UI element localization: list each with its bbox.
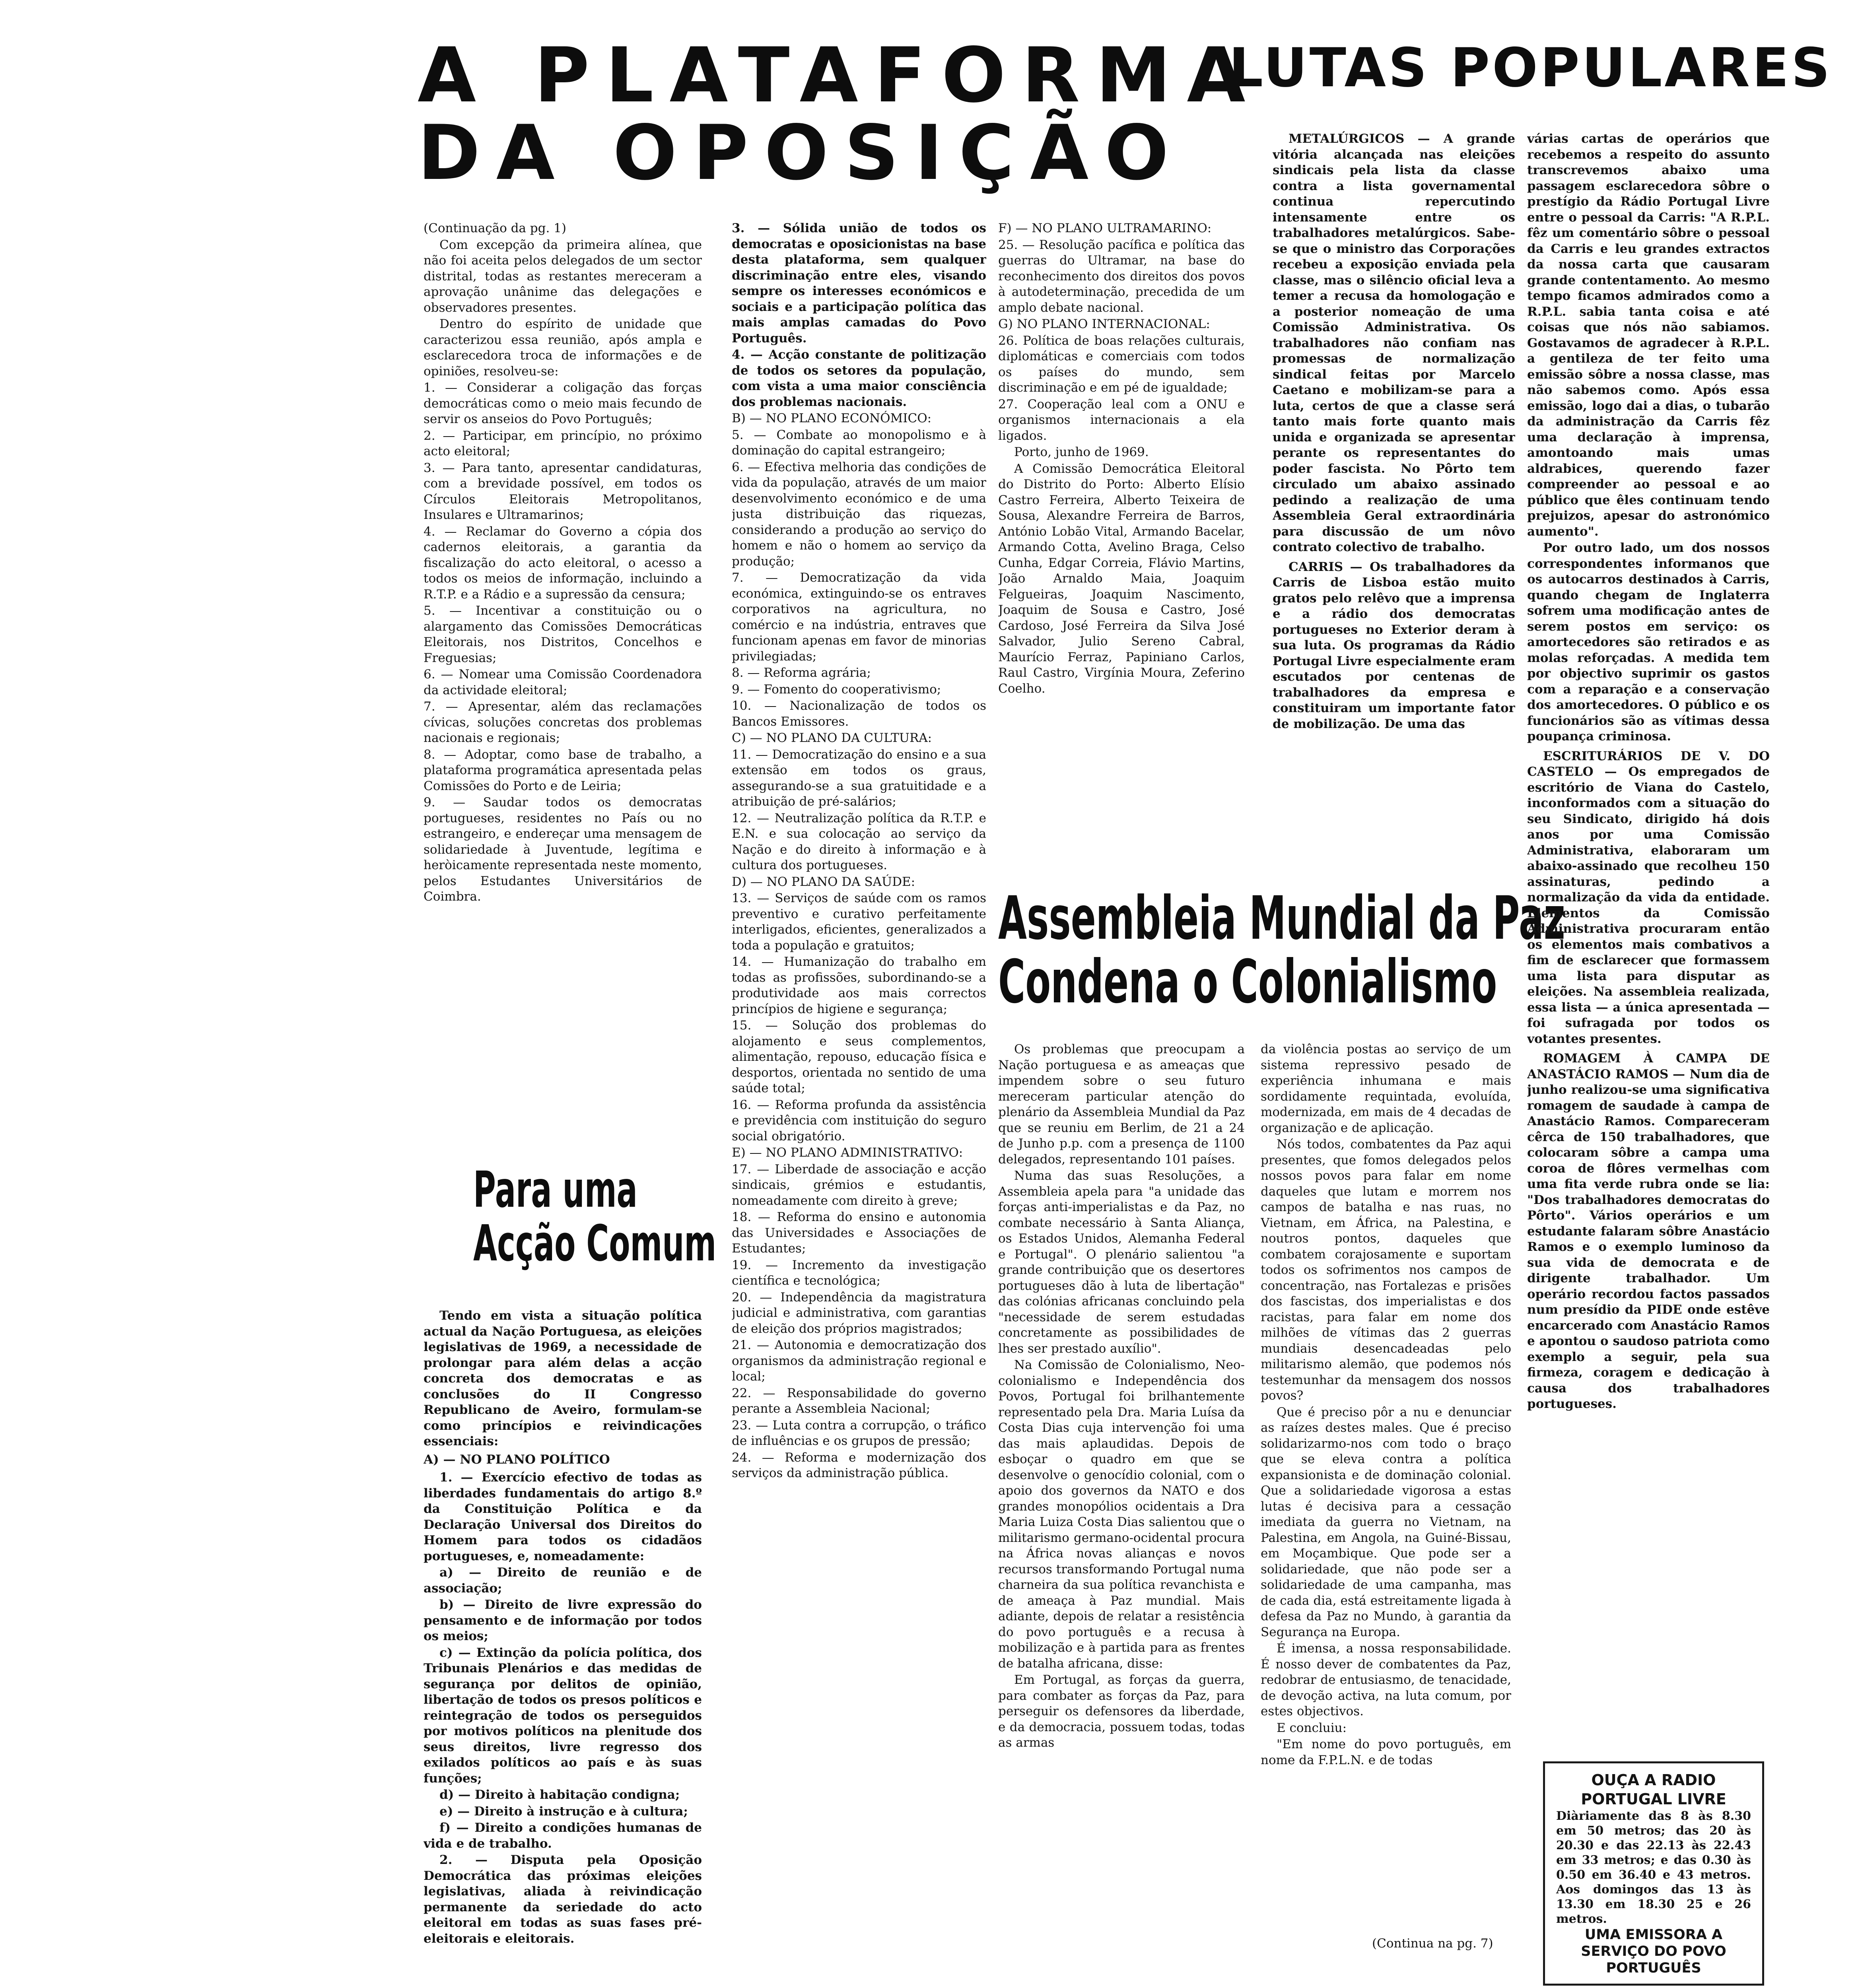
lutas-column-2 bbox=[1527, 131, 1770, 1753]
assembleia-column-1 bbox=[998, 1042, 1245, 1952]
numbered-item: 15. — Solução dos problemas do alojamento e seus complementos, alimentação, repouso, educação física e desportos, orientada no sentido de uma saúde total; bbox=[732, 1018, 986, 1095]
accao-item: d) — Direito à habitação condigna; bbox=[439, 1788, 680, 1802]
lutas-item-text: — Num dia de junho realizou-se uma significativa romagem de saudade à campa de Anastácio Ramos. Compareceram cêrca de 150 trabalhadores, que colocaram sôbre a campa uma coroa de flôres vermelhas com uma fita verde rubra onde se lia: "Dos trabalhadores democratas do Pôrto". Vários operários e um estudante falaram sôbre Anastácio Ramos e o exemplo luminoso da sua vida de democrata e de dirigente trabalhador. Um operário recordou factos passados num presídio da PIDE onde estêve encarcerado com Anastácio Ramos e apontou o saudoso patriota como exemplo a seguir, pela sua firmeza, coragem e dedicação à causa dos trabalhadores portugueses. bbox=[1527, 1067, 1770, 1411]
numbered-item: 26. Política de boas relações culturais, diplomáticas e comerciais com todos os países do mundo, sem discriminação e em pé de igualdade; bbox=[998, 333, 1245, 395]
numbered-item: 7. — Apresentar, além das reclamações cívicas, soluções concretas dos problemas nacionais e regionais; bbox=[424, 699, 702, 745]
lutas-item bbox=[1273, 559, 1515, 732]
accao-item: f) — Direito a condições humanas de vida e de trabalho. bbox=[424, 1821, 702, 1851]
numbered-item: 20. — Independência da magistratura judicial e administrativa, com garantias de eleição dos próprios magistrados; bbox=[732, 1290, 986, 1336]
section-heading: B) — NO PLANO ECONÓMICO: bbox=[732, 411, 932, 425]
numbered-item: 27. Cooperação leal com a ONU e organismos internacionais a ela ligados. bbox=[998, 397, 1245, 443]
numbered-item: 2. — Participar, em princípio, no próximo acto eleitoral; bbox=[424, 428, 702, 458]
numbered-item: 16. — Reforma profunda da assistência e previdência com instituição do seguro social obrigatório. bbox=[732, 1097, 986, 1143]
section-heading: E) — NO PLANO ADMINISTRATIVO: bbox=[732, 1145, 963, 1160]
kicker-escriturarios: ESCRITURÁRIOS DE V. DO CASTELO bbox=[1527, 749, 1770, 779]
article-paragraph: Nós todos, combatentes da Paz aqui presentes, que fomos delegados pelos nossos povos para falar em nome daqueles que lutam e morrem nos campos de batalha e nas ruas, no Vietnam, em África, na Palestina, e noutros pontos, daqueles que combatem corajosamente e suportam todos os sofrimentos nos campos de concentração, nas Fortalezas e prisões dos fascistas, dos imperialistas e dos racistas, para falar em nome dos milhões de vítimas das 2 guerras mundiais desencadeadas pelo militarismo alemão, que podemos nós testemunhar da mensagem dos nossos povos? bbox=[1261, 1137, 1511, 1403]
headline-plataforma-line2: DA OPOSIÇÃO bbox=[418, 109, 1185, 197]
article-paragraph: É imensa, a nossa responsabilidade. É nosso dever de combatentes da Paz, redobrar de entusiasmo, de tenacidade, de devoção activa, na luta comum, por estes objectivos. bbox=[1261, 1641, 1511, 1718]
numbered-item: 4. — Reclamar do Governo a cópia dos cadernos eleitorais, a garantia da fiscalização do acto eleitoral, o acesso a todos os meios de informação, incluindo a R.T.P. e a Rádio e a supressão da censura; bbox=[424, 524, 702, 602]
numbered-item: 6. — Efectiva melhoria das condições de vida da população, através de um maior desenvolvimento económico e de uma justa distribuição das riquezas, considerando a produção ao serviço do homem e não o homem ao serviço da produção; bbox=[732, 460, 986, 569]
numbered-item: 24. — Reforma e modernização dos serviços da administração pública. bbox=[732, 1450, 986, 1480]
headline-assembleia-line2: Condena o Colonialismo bbox=[998, 947, 1497, 1017]
numbered-item: 18. — Reforma do ensino e autonomia das Universidades e Associações de Estudantes; bbox=[732, 1210, 986, 1256]
article-paragraph: E concluiu: bbox=[1277, 1720, 1347, 1735]
lutas-item-text: — Os trabalhadores da Carris de Lisboa estão muito gratos pelo relêvo que a imprensa e a rádio dos democratas portugueses no Exterior deram à sua luta. Os programas da Rádio Portugal Livre especialmente eram escutados por centenas de trabalhadores da empresa e constituiram um importante fator de mobilização. De uma das bbox=[1273, 559, 1515, 731]
section-heading: A) — NO PLANO POLÍTICO bbox=[424, 1452, 610, 1467]
radio-title-line2: PORTUGAL LIVRE bbox=[1581, 1790, 1726, 1808]
lutas-item-text: várias cartas de operários que recebemos a respeito do assunto transcrevemos abaixo uma passagem esclarecedora sôbre o prestígio da Rádio Portugal Livre entre o pessoal da Carris: "A R.P.L. fêz um comentário sôbre o pessoal da Carris e leu grandes extractos da nossa carta que causaram grande contentamento. Ao mesmo tempo ficamos admirados como a R.P.L. sabia tanta coisa e até coisas que nós não sabiamos. Gostavamos de agradecer à R.P.L. a gentileza de ter feito uma emissão sôbre a nossa classe, mas não sabemos como. Após essa emissão, logo dai a dias, o tubarão da administração da Carris fêz uma declaração à imprensa, amontoando mais umas aldrabices, querendo fazer compreender ao pessoal e ao público que êles continuam tendo prejuizos, apesar do astronómico aumento". bbox=[1527, 132, 1770, 539]
numbered-item: 21. — Autonomia e democratização dos organismos da administração regional e local; bbox=[732, 1338, 986, 1384]
dateline: Porto, junho de 1969. bbox=[1014, 445, 1149, 459]
lutas-item bbox=[1273, 131, 1515, 555]
numbered-item: 9. — Fomento do cooperativismo; bbox=[732, 682, 941, 697]
article-paragraph: Em Portugal, as forças da guerra, para combater as forças da Paz, para perseguir os defensores da liberdade, e da democracia, possuem todas, todas as armas bbox=[998, 1673, 1245, 1750]
continuation-note: (Continua na pg. 7) bbox=[1372, 1936, 1493, 1951]
article-paragraph: Na Comissão de Colonialismo, Neo-colonialismo e Independência dos Povos, Portugal foi brilhantemente representado pela Dra. Maria Luísa da Costa Dias cuja intervenção foi uma das mais aplaudidas. Depois de esboçar o quadro em que se desenvolve o genocídio colonial, com o apoio dos governos da NATO e dos grandes monopólios ocidentais a Dra Maria Luiza Costa Dias salientou que o militarismo germano-ocidental procura na África novas alianças e novos recursos transformando Portugal numa charneira da sua política revanchista e de ameaça à Paz mundial. Mais adiante, depois de relatar a resistência do povo português e a recusa à mobilização e à partida para as frentes de batalha africana, disse: bbox=[998, 1358, 1245, 1671]
lutas-item-text: — Os empregados de escritório de Viana do Castelo, inconformados com a situação do seu Sindicato, dirigido há dois anos por uma Comissão Administrativa, elaboraram um abaixo-assinado que recolheu 150 assinaturas, pedindo a normalização da vida da entidade. Elementos da Comissão Administrativa procuraram então os elementos mais combativos a fim de esclarecer que formassem uma lista para disputar as eleições. Na assembleia realizada, essa lista — a única apresentada — foi sufragada por todos os votantes presentes. bbox=[1527, 765, 1770, 1046]
numbered-item: 3. — Sólida união de todos os democratas e oposicionistas na base desta plataforma, sem qualquer discriminação entre eles, visando sempre os interesses económicos e sociais e a participação política das mais amplas camadas do Povo Português. bbox=[732, 221, 986, 346]
accao-intro: Tendo em vista a situação política actual da Nação Portuguesa, as eleições legislativas de 1969, a necessidade de prolongar para além delas a acção concreta dos democratas e as conclusões do II Congresso Republicano de Aveiro, formulam-se como princípios e reivindicações essenciais: bbox=[424, 1309, 702, 1448]
assembleia-column-2 bbox=[1261, 1042, 1511, 1932]
numbered-item: 7. — Democratização da vida económica, extinguindo-se os entraves corporativos na agricultura, no comércio e na indústria, entraves que funcionam apenas em favor de minorias privilegiadas; bbox=[732, 571, 986, 664]
plataforma-column-2 bbox=[732, 221, 986, 1958]
numbered-item: 23. — Luta contra a corrupção, o tráfico de influências e os grupos de pressão; bbox=[732, 1418, 986, 1448]
radio-schedule: Diàriamente das 8 às 8.30 em 50 metros; das 20 às 20.30 e das 22.13 às 22.43 em 33 metros; e das 0.30 às 0.50 em 36.40 e 43 metros. Aos domingos das 13 às 13.30 em 18.30 25 e 26 metros. bbox=[1556, 1809, 1751, 1926]
numbered-item: 10. — Nacionalização de todos os Bancos Emissores. bbox=[732, 699, 986, 729]
numbered-item: 22. — Responsabilidade do governo perante a Assembleia Nacional; bbox=[732, 1386, 986, 1416]
article-paragraph: "Em nome do povo português, em nome da F.P.L.N. e de todas bbox=[1261, 1737, 1511, 1767]
section-heading: D) — NO PLANO DA SAÚDE: bbox=[732, 874, 915, 889]
signatories: A Comissão Democrática Eleitoral do Distrito do Porto: Alberto Elísio Castro Ferreira, Alberto Teixeira de Sousa, Alexandre Ferreira de Barros, António Lobão Vital, Armando Bacelar, Armando Cotta, Avelino Braga, Celso Cunha, Edgar Correia, Flávio Martins, João Arnaldo Maia, Joaquim Felgueiras, Joaquim Nascimento, Joaquim de Sousa e Castro, José Cardoso, José Ferreira da Silva José Salvador, Julio Sereno Cabral, Maurício Ferraz, Papiniano Carlos, Raul Castro, Virgínia Moura, Zeferino Coelho. bbox=[998, 461, 1245, 696]
accao-item: c) — Extinção da polícia política, dos Tribunais Plenários e das medidas de segurança por delitos de opinião, libertação de todos os presos políticos e reintegração de todos os perseguidos por motivos políticos na plenitude dos seus direitos, livre regresso dos exilados políticos ao país e às suas funções; bbox=[424, 1645, 702, 1786]
numbered-item: 11. — Democratização do ensino e a sua extensão em todos os graus, assegurando-se a sua gratuitidade e a atribuição de pré-salários; bbox=[732, 747, 986, 809]
plataforma-column-1 bbox=[424, 221, 702, 1163]
numbered-item: 8. — Reforma agrária; bbox=[732, 666, 871, 680]
numbered-item: 5. — Incentivar a constituição ou o alargamento das Comissões Democráticas Eleitorais, nos Distritos, Concelhos e Freguesias; bbox=[424, 604, 702, 665]
kicker-metalurgicos: METALÚRGICOS bbox=[1289, 132, 1405, 146]
numbered-item: 14. — Humanização do trabalho em todas as profissões, subordinando-se a produtividade aos mais correctos princípios de higiene e segurança; bbox=[732, 955, 986, 1016]
article-paragraph: Numa das suas Resoluções, a Assembleia apela para "a unidade das forças anti-imperialistas e da Paz, no combate necessário à Santa Aliança, os Estados Unidos, Alemanha Federal e Portugal". O plenário salientou "a grande contribuição que os desertores portugueses dão à luta de libertação" das colónias africanas concluindo pela "necessidade de serem estudadas concretamente as possibilidades de lhes ser prestado auxílio". bbox=[998, 1169, 1245, 1356]
lutas-item-text: Por outro lado, um dos nossos correspondentes informanos que os autocarros destinados à Carris, quando chegam de Inglaterra sofrem uma modificação antes de serem postos em serviço: os amortecedores são retirados e as molas reforçadas. A medida tem por objectivo suprimir os gastos com a reparação e a conservação dos amortecedores. O público e os funcionários são as vítimas dessa poupança criminosa. bbox=[1527, 541, 1770, 744]
headline-accao-line1: Para uma bbox=[473, 1161, 637, 1219]
kicker-carris: CARRIS bbox=[1289, 559, 1343, 574]
continuation-note: (Continuação da pg. 1) bbox=[424, 221, 566, 235]
headline-assembleia-line1: Assembleia Mundial da Paz bbox=[998, 884, 1565, 953]
lutas-item bbox=[1527, 1051, 1770, 1412]
article-paragraph: Que é preciso pôr a nu e denunciar as raízes destes males. Que é preciso solidarizarmo-nos com todo o braço que se eleva contra a política expansionista e de dominação colonial. Que a solidariedade vigorosa a estas lutas é decisiva para a cessação imediata da guerra no Vietnam, na Palestina, em Angola, na Guiné-Bissau, em Moçambique. Que pode ser a solidariedade, que não pode ser a solidariedade de uma campanha, mas de cada dia, está estreitamente ligada à defesa da Paz no Mundo, à garantia da Segurança na Europa. bbox=[1261, 1405, 1511, 1639]
accao-column bbox=[424, 1308, 702, 1956]
numbered-item: 1. — Considerar a coligação das forças democráticas como o meio mais fecundo de servir os anseios do Povo Português; bbox=[424, 381, 702, 426]
accao-item: b) — Direito de livre expressão do pensamento e de informação por todos os meios; bbox=[424, 1598, 702, 1643]
numbered-item: 3. — Para tanto, apresentar candidaturas, com a brevidade possível, em todos os Círculos Eleitorais Metropolitanos, Insulares e Ultramarinos; bbox=[424, 460, 702, 522]
headline-accao-line2: Acção Comum bbox=[473, 1215, 717, 1272]
lutas-column-1 bbox=[1273, 131, 1515, 887]
kicker-romagem: ROMAGEM À CAMPA DE ANASTÁCIO RAMOS bbox=[1527, 1051, 1770, 1081]
radio-portugal-livre-box bbox=[1543, 1761, 1764, 1986]
numbered-item: 25. — Resolução pacífica e política das guerras do Ultramar, na base do reconhecimento dos direitos dos povos à autodeterminação, precedida de um amplo debate nacional. bbox=[998, 237, 1245, 315]
article-paragraph: Com excepção da primeira alínea, que não foi aceita pelos delegados de um sector distrital, todas as restantes mereceram a aprovação unânime das delegações e observadores presentes. bbox=[424, 237, 702, 315]
lutas-item-text: — A grande vitória alcançada nas eleições sindicais pela lista da classe contra a lista governamental continua repercutindo intensamente entre os trabalhadores metalúrgicos. Sabe-se que o ministro das Corporações recebeu a exposição enviada pela classe, mas o silêncio oficial leva a temer a recusa da homologação e a posterior nomeação de uma Comissão Administrativa. Os trabalhadores não confiam nas promessas de normalização sindical feitas por Marcelo Caetano e mobilizam-se para a luta, certos de que a classe será tanto mais forte quanto mais unida e organizada se apresentar perante os representantes do poder fascista. No Pôrto tem circulado um abaixo assinado pedindo a realização de uma Assembleia Geral extraordinária para discussão de um nôvo contrato colectivo de trabalho. bbox=[1273, 132, 1515, 554]
numbered-item: 17. — Liberdade de associação e acção sindicais, grémios e estudantis, nomeadamente com direito à greve; bbox=[732, 1162, 986, 1208]
lutas-item bbox=[1527, 749, 1770, 1047]
numbered-item: 6. — Nomear uma Comissão Coordenadora da actividade eleitoral; bbox=[424, 667, 702, 697]
plataforma-column-3 bbox=[998, 221, 1245, 897]
accao-item: 2. — Disputa pela Oposição Democrática das próximas eleições legislativas, aliada à reivindicação permanente da seriedade do acto eleitoral em todas as suas fases pré-eleitorais e eleitorais. bbox=[424, 1853, 702, 1946]
accao-item: a) — Direito de reunião e de associação; bbox=[424, 1565, 702, 1596]
numbered-item: 5. — Combate ao monopolismo e à dominação do capital estrangeiro; bbox=[732, 427, 986, 458]
numbered-item: 4. — Acção constante de politização de todos os setores da população, com vista a uma maior consciência dos problemas nacionais. bbox=[732, 348, 986, 409]
article-paragraph: da violência postas ao serviço de um sistema repressivo pesado de experiência inhumana e mais sordidamente requintada, evoluída, modernizada, em mais de 4 decadas de organização e de aplicação. bbox=[1261, 1042, 1511, 1135]
accao-item: e) — Direito à instrução e à cultura; bbox=[439, 1804, 688, 1819]
article-paragraph: Os problemas que preocupam a Nação portuguesa e as ameaças que impendem sobre o seu futuro mereceram particular atenção do plenário da Assembleia Mundial da Paz que se reuniu em Berlim, de 21 a 24 de Junho p.p. com a presença de 1100 delegados, representando 101 países. bbox=[998, 1042, 1245, 1167]
radio-title-line1: OUÇA A RADIO bbox=[1591, 1771, 1716, 1789]
section-heading: F) — NO PLANO ULTRAMARINO: bbox=[998, 221, 1212, 235]
radio-footer: UMA EMISSORA A SERVIÇO DO POVO PORTUGUÊS bbox=[1581, 1927, 1726, 1976]
article-paragraph: Dentro do espírito de unidade que caracterizou essa reunião, após ampla e esclarecedora troca de informações e de opiniões, resolveu-se: bbox=[424, 317, 702, 379]
section-heading: G) NO PLANO INTERNACIONAL: bbox=[998, 317, 1210, 331]
headline-plataforma-line1: A PLATAFORMA bbox=[418, 31, 1261, 119]
accao-item: 1. — Exercício efectivo de todas as liberdades fundamentais do artigo 8.º da Constituição Política e da Declaração Universal dos Direitos do Homem para todos os cidadãos portugueses, e, nomeadamente: bbox=[424, 1470, 702, 1563]
section-heading: C) — NO PLANO DA CULTURA: bbox=[732, 731, 932, 745]
numbered-item: 13. — Serviços de saúde com os ramos preventivo e curativo perfeitamente interligados, eficientes, generalizados a toda a população e gratuitos; bbox=[732, 891, 986, 953]
numbered-item: 19. — Incremento da investigação científica e tecnológica; bbox=[732, 1258, 986, 1288]
numbered-item: 12. — Neutralização política da R.T.P. e E.N. e sua colocação ao serviço da Nação e do direito à informação e à cultura dos portugueses. bbox=[732, 811, 986, 872]
numbered-item: 9. — Saudar todos os democratas portugueses, residentes no País ou no estrangeiro, e endereçar uma mensagem de solidariedade à Juventude, legítima e heròicamente representada neste momento, pelos Estudantes Universitários de Coimbra. bbox=[424, 795, 702, 904]
headline-lutas-populares: LUTAS POPULARES bbox=[1229, 37, 1833, 99]
numbered-item: 8. — Adoptar, como base de trabalho, a plataforma programática apresentada pelas Comissões do Porto e de Leiria; bbox=[424, 747, 702, 793]
